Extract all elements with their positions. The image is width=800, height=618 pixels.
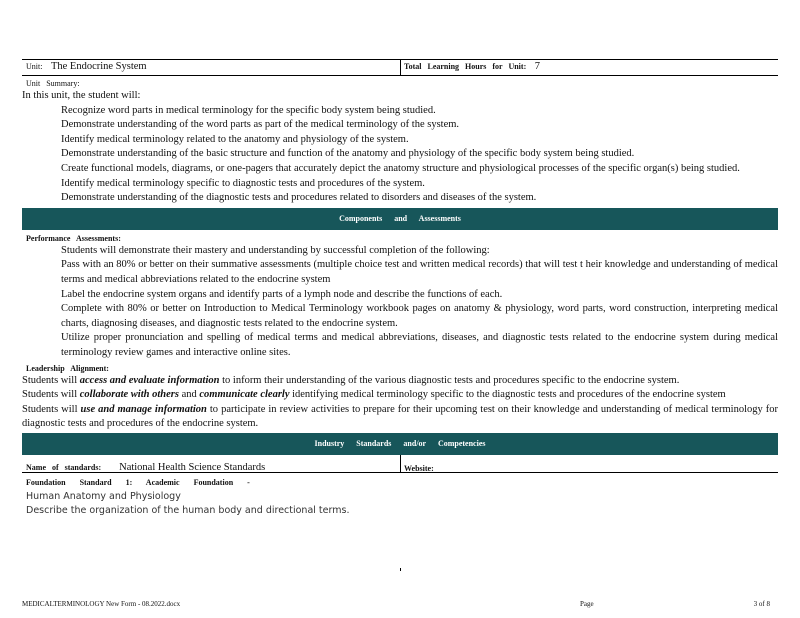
document-page [22, 59, 778, 519]
performance-list [22, 244, 778, 361]
list-item: Recognize word parts in medical terminology for the specific body system being studied. [61, 104, 436, 116]
foundation-description: Describe the organization of the human body and directional terms. [26, 505, 350, 517]
list-item: Demonstrate understanding of the diagnostic tests and procedures related to disorders and diseases of the system. [61, 192, 537, 204]
list-item: Complete with 80% or better on Introduction to Medical Terminology workbook pages on anatomy & physiology, word parts, word construction, interpreting medical charts, diagnosing diseases, and diagnostic tests related to the endocrine system. [61, 303, 778, 329]
unit-value: The Endocrine System [50, 61, 147, 72]
footer-filename: MEDICALTERMINOLOGY New Form - 08.2022.docx [22, 600, 181, 608]
cell-divider [400, 455, 401, 472]
list-item: Identify medical terminology related to the anatomy and physiology of the system. [61, 133, 409, 145]
components-assessments-header: Components and Assessments [22, 208, 778, 230]
hours-value: 7 [534, 61, 540, 72]
list-item: Create functional models, diagrams, or one-pagers that accurately depict the anatomy structure and physiological processes of the specific organ(s) being studied. [61, 162, 740, 174]
hours-label: Total Learning Hours for Unit: [404, 62, 527, 71]
list-item: Demonstrate understanding of the basic structure and function of the anatomy and physiology of the specific body system being studied. [61, 148, 635, 160]
performance-section [22, 230, 778, 361]
foundation-section [22, 473, 778, 519]
industry-standards-header: Industry Standards and/or Competencies [22, 433, 778, 455]
unit-label: Unit: [26, 62, 43, 71]
hours-cell [404, 61, 540, 72]
list-item: Utilize proper pronunciation and spelling of medical terms and medical abbreviations, diseases, and diagnostic tests related to the endocrine system during medical terminology review games and interactive online sites. [61, 332, 778, 358]
unit-summary-section [22, 76, 778, 208]
list-item: Label the endocrine system organs and identify parts of a lymph node and describe the functions of each. [61, 288, 503, 300]
foundation-title: Human Anatomy and Physiology [26, 490, 181, 502]
leadership-paragraph-2: Students will collaborate with others and communicate clearly identifying medical terminology specific to the diagnostic tests and procedures of the endocrine system [22, 389, 726, 401]
unit-row [22, 59, 778, 76]
performance-label: Performance Assessments: [26, 233, 121, 243]
footer-page-label: Page [580, 600, 594, 608]
unit-summary-intro: In this unit, the student will: [22, 90, 141, 101]
list-item: Identify medical terminology specific to diagnostic tests and procedures of the system. [61, 177, 425, 189]
list-item: Students will demonstrate their mastery and understanding by successful completion of the following: [61, 244, 490, 256]
website-label: Website: [404, 463, 434, 473]
standards-name-label: Name of standards: [26, 462, 102, 472]
leadership-label: Leadership Alignment: [26, 363, 109, 373]
leadership-paragraph-1: Students will access and evaluate information to inform their understanding of the various diagnostic tests and procedures specific to the endocrine system. [22, 374, 680, 386]
leadership-section [22, 361, 778, 433]
cell-divider [400, 60, 401, 75]
standards-name-value: National Health Science Standards [119, 461, 266, 473]
unit-summary-list [22, 104, 778, 206]
list-item: Demonstrate understanding of the word parts as part of the medical terminology of the system. [61, 119, 460, 131]
foundation-label: Foundation Standard 1: Academic Foundation - [26, 477, 250, 487]
cell-divider-tail [400, 568, 401, 571]
footer-page-number: 3 of 8 [753, 600, 770, 608]
list-item: Pass with an 80% or better on their summative assessments (multiple choice test and written medical records) that will test t heir knowledge and understanding of medical terms and medical abbreviations related to the endocrine system [61, 259, 778, 285]
standards-name-row [22, 455, 778, 473]
unit-cell [26, 61, 147, 72]
leadership-paragraph-3: Students will use and manage information to participate in review activities to prepare for their upcoming test on their knowledge and understanding of medical terminology for diagnostic tests and procedures of the endocrine system. [22, 403, 778, 430]
unit-summary-label: Unit Summary: [26, 79, 80, 88]
